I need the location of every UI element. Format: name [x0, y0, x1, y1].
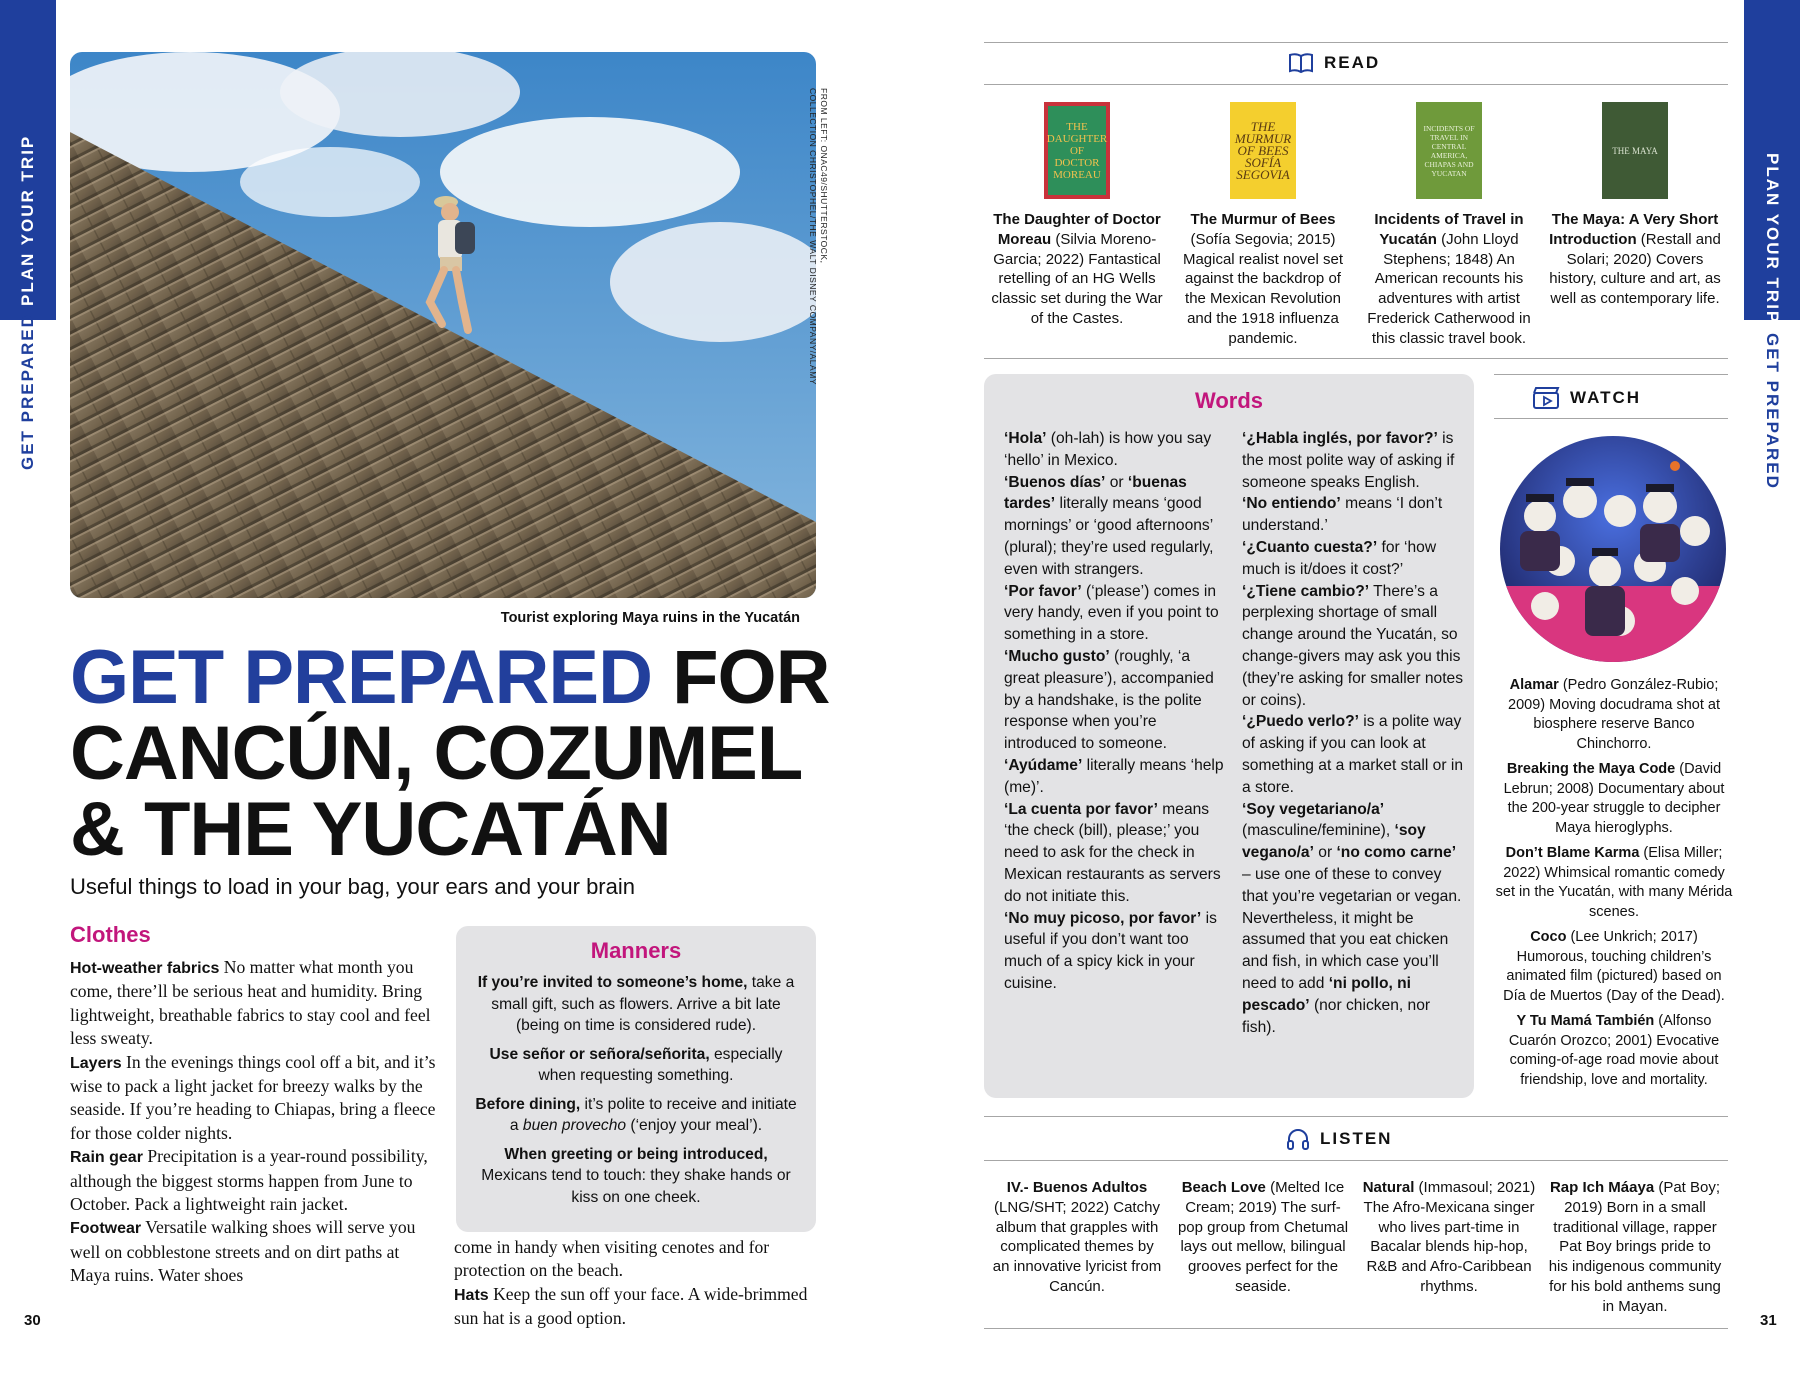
clothes-text: No matter what month you come, there’ll be serious heat and humidity. Bring lightweight, breathable fabrics to stay cool and feel less sweaty.	[70, 957, 431, 1049]
title-highlight: GET PREPARED	[70, 635, 653, 720]
clothes-text: In the evenings things cool off a bit, and it’s wise to pack a light jacket for breezy walks by the seaside. If you’re heading to Chiapas, bring a fleece for those colder nights.	[70, 1051, 436, 1143]
phrase-entry	[1242, 581, 1466, 712]
read-label-text: READ	[1324, 53, 1381, 72]
words-heading: Words	[1194, 388, 1264, 413]
manners-term: When greeting or being introduced,	[504, 1145, 768, 1163]
divider	[984, 84, 1728, 85]
phrase-entry	[1004, 472, 1228, 581]
clothes-text: Keep the sun off your face. A wide-brimmed sun hat is a good option.	[454, 1283, 808, 1329]
title-line2: CANCÚN, COZUMEL	[70, 711, 803, 796]
phrase-text: or	[1105, 473, 1128, 491]
album-text: (Immasoul; 2021) The Afro-Mexicana singer who lives part-time in Bacalar blends hip-hop, R&B and Afro-Caribbean rhythms.	[1363, 1179, 1536, 1295]
phrase-entry	[1004, 799, 1228, 908]
phrase-text: means ‘I don’t understand.’	[1242, 495, 1443, 535]
book-cover: THE MURMUR OF BEES SOFÍA SEGOVIA	[1230, 102, 1296, 199]
phrase: ‘Por favor’	[1004, 582, 1082, 600]
divider	[984, 358, 1728, 359]
clothes-term: Hot-weather fabrics	[70, 960, 220, 977]
film-text: (Alfonso Cuarón Orozco; 2001) Evocative coming-of-age road movie about friendship, love and mortality.	[1508, 1013, 1720, 1088]
clothes-term: Layers	[70, 1054, 122, 1072]
album-text: (Melted Ice Cream; 2019) The surf-pop group from Chetumal lays out mellow, bilingual grooves perfect for the seaside.	[1177, 1179, 1349, 1295]
clapperboard-icon	[1532, 386, 1560, 410]
book-cover: THE MAYA	[1602, 102, 1668, 199]
phrase-entry	[1242, 493, 1466, 537]
read-label	[1288, 52, 1380, 74]
book-text: (Silvia Moreno-Garcia; 2022) Fantastical retelling of an HG Wells classic set during the War of the Castes.	[991, 230, 1163, 327]
clothes-text: Precipitation is a year-round possibility, although the biggest storms happen from June to October. Pack a lightweight rain jacket.	[70, 1146, 428, 1215]
manners-term: If you’re invited to someone’s home,	[477, 974, 748, 991]
clothes-column-continued	[454, 1236, 822, 1331]
clothes-item	[454, 1283, 822, 1331]
clothes-term: Hats	[454, 1286, 489, 1304]
clothes-item	[70, 1051, 442, 1146]
manners-italic: buen provecho	[522, 1117, 627, 1134]
album-list	[984, 1178, 1728, 1317]
phrase-entry	[1242, 428, 1466, 493]
phrase: ‘Mucho gusto’	[1004, 647, 1110, 665]
divider	[1494, 418, 1728, 419]
phrase: ‘Soy vegetariano/a’	[1242, 800, 1385, 818]
book-item	[984, 102, 1170, 349]
phrase: ‘¿Tiene cambio?’	[1242, 582, 1370, 600]
phrase: ‘No entiendo’	[1242, 495, 1341, 513]
film-list	[1494, 676, 1734, 1096]
book-cover: INCIDENTS OF TRAVEL IN CENTRAL AMERICA, CHIAPAS AND YUCATAN	[1416, 102, 1482, 199]
watch-label	[1532, 386, 1641, 410]
photo-credit	[807, 88, 829, 385]
film-title: Don’t Blame Karma	[1505, 845, 1640, 861]
phrase: ‘soy vegano/a’	[1242, 822, 1426, 862]
film-text: (Pedro González-Rubio; 2009) Moving docudrama shot at biosphere reserve Banco Chinchorro.	[1508, 677, 1720, 752]
headphones-icon	[1286, 1127, 1310, 1151]
film-text: (David Lebrun; 2008) Documentary about the 200-year struggle to decipher Maya hieroglyphs.	[1503, 761, 1725, 836]
phrase-entry	[1004, 646, 1228, 755]
phrase: ‘Buenos días’	[1004, 473, 1106, 491]
album-title: IV.- Buenos Adultos	[1006, 1179, 1148, 1196]
clothes-text: Versatile walking shoes will serve you well on cobblestone streets and on dirt paths at Maya ruins. Water shoes	[70, 1217, 416, 1286]
phrase-entry	[1242, 799, 1466, 1039]
divider	[984, 42, 1728, 43]
phrase-entry	[1004, 908, 1228, 995]
phrase-entry	[1004, 428, 1228, 472]
film-item	[1494, 1012, 1734, 1090]
album-item	[1356, 1178, 1542, 1317]
phrase-text: is useful if you don’t want too much of a spicy kick in your cuisine.	[1004, 909, 1217, 992]
film-text: (Elisa Miller; 2022) Whimsical romantic comedy set in the Yucatán, with many Mérida scenes.	[1495, 845, 1733, 920]
book-item	[1356, 102, 1542, 349]
clothes-item	[70, 1145, 442, 1216]
phrase-entry	[1242, 711, 1466, 798]
side-tab-primary-label: PLAN YOUR TRIP	[1763, 153, 1782, 325]
phrase: ‘¿Cuanto cuesta?’	[1242, 538, 1378, 556]
film-title: Alamar	[1509, 677, 1559, 693]
book-title: Incidents of Travel in Yucatán	[1374, 211, 1524, 248]
divider	[984, 1116, 1728, 1117]
phrase-text: for ‘how much is it/does it cost?’	[1242, 538, 1437, 578]
watch-label-text: WATCH	[1570, 388, 1642, 407]
phrase-entry	[1242, 537, 1466, 581]
album-text: (Pat Boy; 2019) Born in a small traditional village, rapper Pat Boy brings pride to his indigenous community for his bold anthems sung in Mayan.	[1548, 1179, 1722, 1315]
divider	[1494, 374, 1728, 375]
clothes-heading: Clothes	[70, 922, 151, 947]
manners-item	[474, 1044, 798, 1087]
page-number-right: 31	[1760, 1312, 1777, 1329]
book-title: The Daughter of Doctor Moreau	[993, 211, 1161, 248]
side-tab-secondary-label: GET PREPARED	[1763, 333, 1782, 490]
side-tab-block	[0, 0, 56, 320]
side-tab-right	[1744, 0, 1800, 490]
book-icon	[1288, 52, 1314, 74]
album-item	[1542, 1178, 1728, 1317]
hero-photo	[70, 52, 816, 598]
side-tab-secondary-label: GET PREPARED	[18, 313, 37, 470]
manners-box	[456, 926, 816, 1232]
album-item	[984, 1178, 1170, 1317]
manners-text: it’s polite to receive and initiate a	[509, 1095, 797, 1134]
words-box	[984, 374, 1474, 1098]
phrase: ‘Ayúdame’	[1004, 756, 1083, 774]
book-text: (Restall and Solari; 2020) Covers history, culture and art, as well as contemporary life.	[1549, 230, 1721, 308]
phrase-text: There’s a perplexing shortage of small change around the Yucatán, so change-givers may ask you this (they’re asking for smaller notes or coins).	[1242, 582, 1464, 709]
photo-caption: Tourist exploring Maya ruins in the Yucatán	[500, 610, 800, 626]
manners-text: Mexicans tend to touch: they shake hands or kiss on one cheek.	[481, 1167, 791, 1206]
phrase-text: (‘please’) comes in very handy, even if you point to something in a store.	[1004, 582, 1219, 644]
phrase-text: – use one of these to convey that you’re vegetarian or vegan. Nevertheless, it might be assumed that you eat chicken and fish, in which case you’ll need to add	[1242, 865, 1462, 992]
clothes-term: Footwear	[70, 1220, 142, 1238]
listen-label	[1286, 1127, 1392, 1151]
phrase-text: (masculine/feminine),	[1242, 822, 1395, 840]
film-item	[1494, 676, 1734, 754]
book-title: The Maya: A Very Short Introduction	[1549, 211, 1719, 248]
album-text: (LNG/SHT; 2022) Catchy album that grapples with complicated themes by an innovative lyricist from Cancún.	[992, 1198, 1162, 1295]
clothes-item	[70, 1216, 442, 1287]
phrase-entry	[1004, 755, 1228, 799]
phrase-text: (roughly, ‘a great pleasure’), accompanied by a handshake, is the polite response when you’re introduced to someone.	[1004, 647, 1214, 753]
album-item	[1170, 1178, 1356, 1317]
side-tab-block	[1744, 0, 1800, 325]
manners-item	[474, 1144, 798, 1209]
film-text: (Lee Unkrich; 2017) Humorous, touching children’s animated film (pictured) based on Día de Muertos (Day of the Dead).	[1503, 929, 1725, 1004]
album-title: Natural	[1362, 1179, 1415, 1196]
title-line3: & THE YUCATÁN	[70, 787, 671, 872]
phrase: ‘buenas tardes’	[1004, 473, 1187, 513]
book-item	[1170, 102, 1356, 349]
film-title: Y Tu Mamá También	[1516, 1013, 1655, 1029]
page-title	[70, 635, 830, 872]
subheading: Useful things to load in your bag, your ears and your brain	[70, 874, 635, 899]
phrase-text: is the most polite way of asking if someone speaks English.	[1242, 430, 1455, 491]
phrase: ‘Hola’	[1004, 430, 1047, 447]
phrase-text: is a polite way of asking if you can look at something at a market stall or in a store.	[1242, 713, 1464, 796]
film-item	[1494, 760, 1734, 838]
phrase: ‘¿Habla inglés, por favor?’	[1242, 430, 1438, 447]
phrase-text: literally means ‘help (me)’.	[1004, 756, 1224, 796]
phrase: ‘no como carne’	[1336, 844, 1457, 862]
manners-text: (‘enjoy your meal’).	[626, 1117, 763, 1134]
photo-credit-line: FROM LEFT: ONAC49/SHUTTERSTOCK,	[819, 88, 829, 264]
words-column	[1004, 428, 1228, 995]
clothes-continued-text: come in handy when visiting cenotes and for protection on the beach.	[454, 1237, 770, 1281]
side-tab-left	[0, 0, 56, 470]
manners-item	[474, 972, 798, 1037]
clothes-column	[70, 956, 442, 1288]
phrase-text: (oh-lah) is how you say ‘hello’ in Mexico.	[1004, 430, 1212, 469]
divider	[984, 1160, 1728, 1161]
clothes-item	[70, 956, 442, 1051]
phrase-text: (nor chicken, nor fish).	[1242, 996, 1431, 1036]
film-item	[1494, 844, 1734, 922]
album-title: Rap Ich Máaya	[1549, 1179, 1655, 1196]
phrase-text: or	[1313, 844, 1337, 862]
manners-text: especially when requesting something.	[538, 1045, 783, 1084]
title-line1-rest: FOR	[652, 635, 830, 720]
phrase-text: literally means ‘good mornings’ or ‘good afternoons’ (plural); they’re used regularly, even with strangers.	[1004, 495, 1214, 578]
manners-heading: Manners	[590, 938, 682, 963]
film-item	[1494, 928, 1734, 1006]
phrase-text: means ‘the check (bill), please;’ you need to ask for the check in Mexican restaurants as servers do not initiate this.	[1004, 800, 1221, 905]
divider	[984, 1328, 1728, 1329]
phrase: ‘La cuenta por favor’	[1004, 800, 1158, 818]
book-text: (Sofía Segovia; 2015) Magical realist novel set against the backdrop of the Mexican Revolution and the 1918 influenza pandemic.	[1182, 230, 1344, 347]
manners-term: Use señor or señora/señorita,	[489, 1045, 710, 1063]
phrase: ‘ni pollo, ni pescado’	[1242, 974, 1412, 1014]
book-cover: THE DAUGHTER OF DOCTOR MOREAU	[1044, 102, 1110, 199]
film-still-coco	[1500, 436, 1726, 662]
album-title: Beach Love	[1181, 1179, 1266, 1196]
book-text: (John Lloyd Stephens; 1848) An American recounts his adventures with artist Frederick Catherwood in this classic travel book.	[1367, 230, 1531, 347]
side-tab-primary-label: PLAN YOUR TRIP	[18, 134, 37, 306]
words-column	[1242, 428, 1466, 1038]
phrase: ‘¿Puedo verlo?’	[1242, 713, 1359, 731]
manners-item	[474, 1094, 798, 1137]
photo-credit-line: COLLECTION CHRISTOPHEL/THE WALT DISNEY COMPANY/ALAMY	[808, 88, 818, 385]
clothes-term: Rain gear	[70, 1149, 143, 1167]
page-number-left: 30	[24, 1312, 41, 1329]
book-item	[1542, 102, 1728, 349]
listen-label-text: LISTEN	[1320, 1129, 1393, 1148]
manners-text: take a small gift, such as flowers. Arrive a bit late (being on time is considered rude).	[491, 974, 795, 1034]
book-title: The Murmur of Bees	[1190, 211, 1336, 228]
film-title: Coco	[1530, 929, 1567, 945]
phrase-entry	[1004, 581, 1228, 646]
phrase: ‘No muy picoso, por favor’	[1004, 909, 1202, 927]
film-title: Breaking the Maya Code	[1506, 761, 1676, 777]
book-list	[984, 102, 1728, 349]
manners-term: Before dining,	[475, 1095, 581, 1113]
